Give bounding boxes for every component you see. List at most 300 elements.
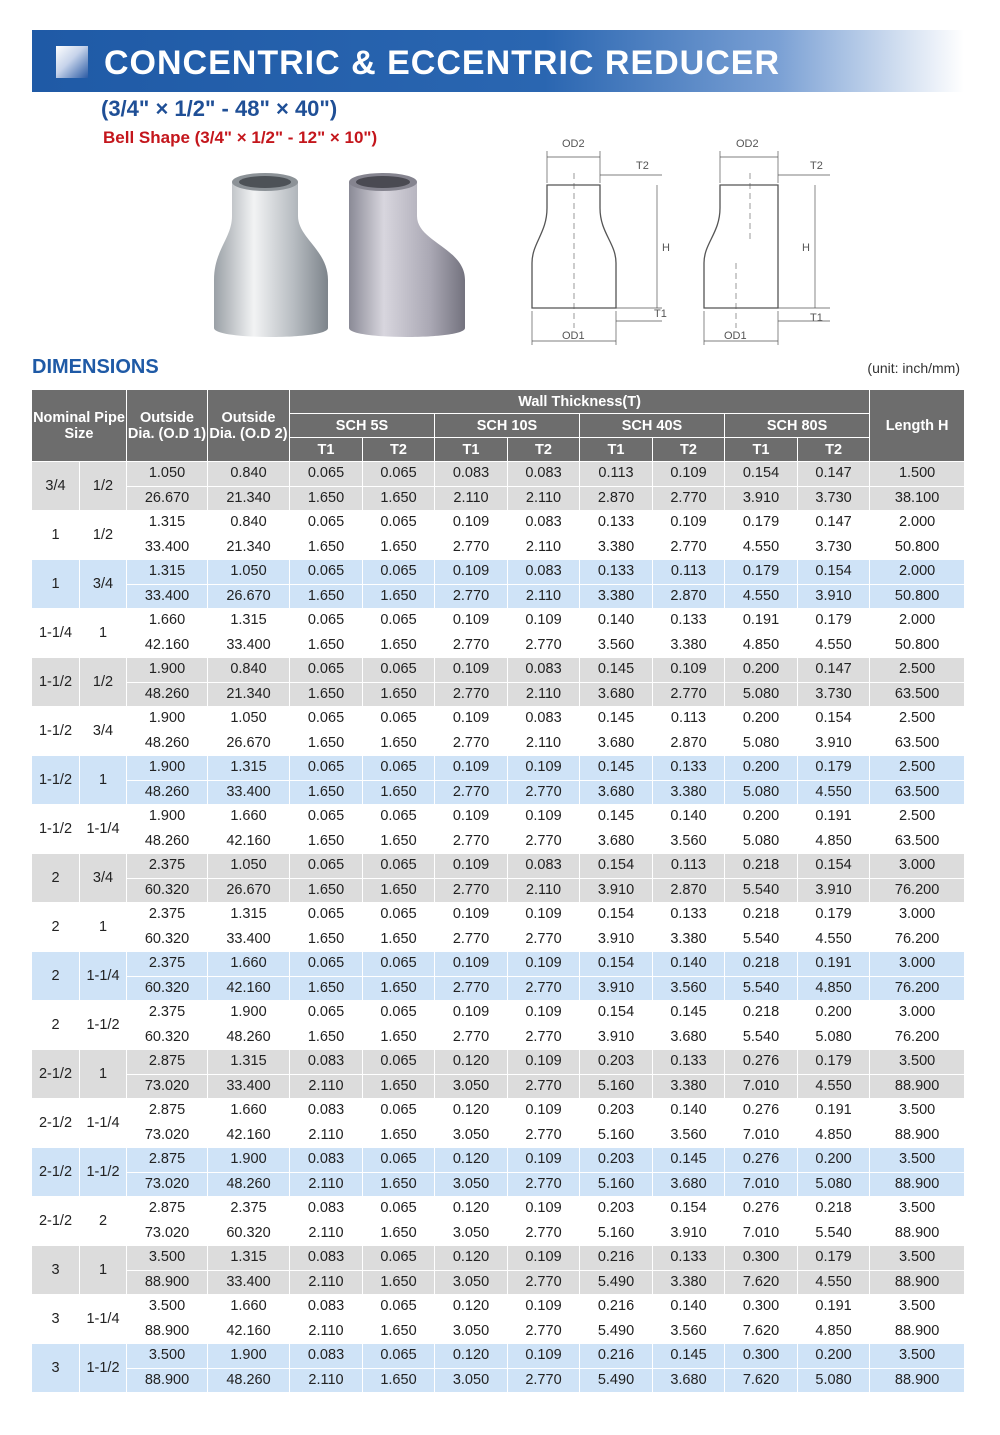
table-row	[32, 1148, 965, 1173]
table-cell: 1.650	[290, 682, 363, 707]
nominal-size-small: 1	[80, 1050, 127, 1099]
table-cell: 0.065	[290, 560, 363, 585]
table-cell: 0.154	[580, 903, 653, 928]
table-cell: 2.770	[435, 1025, 508, 1050]
nominal-size-small: 1-1/4	[80, 805, 127, 854]
table-cell: 3.680	[653, 1172, 725, 1197]
table-cell: 3.560	[653, 976, 725, 1001]
table-cell: 1.650	[363, 1221, 435, 1246]
table-cell: 2.000	[870, 609, 965, 634]
table-row	[32, 1246, 965, 1271]
table-cell: 0.203	[580, 1099, 653, 1124]
table-cell: 0.083	[290, 1246, 363, 1271]
table-cell: 76.200	[870, 927, 965, 952]
table-cell: 0.065	[290, 511, 363, 536]
table-cell: 50.800	[870, 633, 965, 658]
header-t2: T2	[508, 438, 580, 462]
table-cell: 0.083	[290, 1295, 363, 1320]
table-cell: 76.200	[870, 976, 965, 1001]
table-cell: 1.650	[290, 976, 363, 1001]
table-cell: 3.050	[435, 1172, 508, 1197]
table-cell: 0.109	[508, 903, 580, 928]
table-cell: 1.900	[208, 1344, 290, 1369]
table-cell: 0.109	[435, 1001, 508, 1026]
table-cell: 4.850	[798, 1319, 870, 1344]
table-cell: 0.191	[725, 609, 798, 634]
table-cell: 48.260	[127, 829, 208, 854]
table-cell: 0.083	[508, 560, 580, 585]
table-cell: 3.910	[725, 486, 798, 511]
nominal-size-large: 3	[32, 1295, 80, 1344]
table-cell: 0.216	[580, 1295, 653, 1320]
table-cell: 0.065	[363, 903, 435, 928]
table-cell: 0.083	[508, 462, 580, 487]
table-cell: 2.110	[290, 1319, 363, 1344]
table-cell: 0.109	[435, 952, 508, 977]
table-cell: 0.083	[290, 1344, 363, 1369]
table-cell: 0.083	[435, 462, 508, 487]
table-cell: 0.109	[435, 756, 508, 781]
table-cell: 1.650	[290, 878, 363, 903]
table-cell: 0.065	[363, 1197, 435, 1222]
table-cell: 0.203	[580, 1197, 653, 1222]
table-cell: 2.770	[508, 927, 580, 952]
table-cell: 0.065	[363, 1050, 435, 1075]
table-cell: 5.080	[725, 731, 798, 756]
table-cell: 88.900	[127, 1368, 208, 1393]
nominal-size-small: 3/4	[80, 707, 127, 756]
table-row	[32, 1050, 965, 1075]
table-cell: 1.650	[363, 731, 435, 756]
table-cell: 0.276	[725, 1148, 798, 1173]
unit-note: (unit: inch/mm)	[867, 360, 960, 376]
table-cell: 3.560	[580, 633, 653, 658]
table-cell: 3.050	[435, 1270, 508, 1295]
table-cell: 50.800	[870, 535, 965, 560]
table-cell: 2.770	[435, 878, 508, 903]
table-cell: 21.340	[208, 535, 290, 560]
table-cell: 0.109	[508, 952, 580, 977]
table-cell: 3.050	[435, 1319, 508, 1344]
table-cell: 1.650	[363, 535, 435, 560]
table-cell: 1.650	[363, 682, 435, 707]
table-cell: 1.650	[363, 829, 435, 854]
table-cell: 0.109	[508, 1246, 580, 1271]
table-cell: 0.200	[725, 707, 798, 732]
header-sch-5s: SCH 5S	[290, 414, 435, 438]
table-cell: 0.133	[653, 756, 725, 781]
nominal-size-small: 2	[80, 1197, 127, 1246]
table-cell: 0.113	[580, 462, 653, 487]
table-cell: 73.020	[127, 1172, 208, 1197]
table-cell: 0.276	[725, 1050, 798, 1075]
table-cell: 48.260	[127, 780, 208, 805]
table-cell: 0.147	[798, 658, 870, 683]
table-row	[32, 805, 965, 830]
header-sch-40s: SCH 40S	[580, 414, 725, 438]
table-cell: 2.770	[508, 1172, 580, 1197]
table-cell: 5.160	[580, 1172, 653, 1197]
table-cell: 0.191	[798, 952, 870, 977]
table-cell: 2.110	[508, 731, 580, 756]
t1-label: T1	[654, 308, 667, 320]
table-row	[32, 927, 965, 952]
table-cell: 0.065	[363, 756, 435, 781]
table-cell: 3.380	[653, 1074, 725, 1099]
table-cell: 2.770	[653, 486, 725, 511]
table-cell: 42.160	[208, 1319, 290, 1344]
table-cell: 1.050	[127, 462, 208, 487]
table-cell: 1.315	[127, 560, 208, 585]
table-cell: 1.650	[363, 878, 435, 903]
nominal-size-small: 1-1/4	[80, 1295, 127, 1344]
table-cell: 0.840	[208, 658, 290, 683]
dimensions-table	[31, 389, 965, 1393]
table-cell: 1.650	[363, 976, 435, 1001]
table-cell: 2.770	[508, 1074, 580, 1099]
table-cell: 1.650	[363, 584, 435, 609]
table-cell: 7.620	[725, 1368, 798, 1393]
table-cell: 0.840	[208, 462, 290, 487]
table-cell: 0.065	[290, 462, 363, 487]
nominal-size-large: 1-1/2	[32, 658, 80, 707]
table-cell: 3.500	[870, 1295, 965, 1320]
table-cell: 21.340	[208, 682, 290, 707]
table-cell: 0.133	[580, 511, 653, 536]
table-cell: 2.770	[435, 976, 508, 1001]
table-cell: 0.065	[363, 511, 435, 536]
table-cell: 0.109	[435, 805, 508, 830]
table-cell: 0.154	[580, 952, 653, 977]
nominal-size-small: 1-1/2	[80, 1148, 127, 1197]
table-cell: 0.065	[290, 756, 363, 781]
table-row	[32, 1025, 965, 1050]
table-cell: 0.145	[653, 1344, 725, 1369]
table-cell: 0.109	[435, 658, 508, 683]
table-cell: 0.145	[580, 658, 653, 683]
table-row	[32, 952, 965, 977]
table-cell: 2.770	[435, 780, 508, 805]
table-cell: 1.650	[290, 731, 363, 756]
table-cell: 3.380	[653, 780, 725, 805]
table-row	[32, 511, 965, 536]
table-cell: 0.179	[798, 1246, 870, 1271]
table-row	[32, 976, 965, 1001]
table-cell: 0.065	[363, 1001, 435, 1026]
table-cell: 1.900	[127, 707, 208, 732]
nominal-size-small: 1/2	[80, 462, 127, 511]
header-sch-80s: SCH 80S	[725, 414, 870, 438]
table-cell: 48.260	[208, 1172, 290, 1197]
table-cell: 3.380	[653, 633, 725, 658]
table-cell: 0.191	[798, 1295, 870, 1320]
table-cell: 33.400	[208, 927, 290, 952]
table-row	[32, 1099, 965, 1124]
table-cell: 2.110	[290, 1368, 363, 1393]
header-t1: T1	[580, 438, 653, 462]
t2-label: T2	[636, 160, 649, 172]
nominal-size-large: 3	[32, 1344, 80, 1393]
table-cell: 0.109	[508, 1001, 580, 1026]
table-cell: 2.110	[290, 1123, 363, 1148]
table-cell: 0.109	[435, 511, 508, 536]
table-cell: 0.109	[435, 707, 508, 732]
table-cell: 0.109	[508, 1295, 580, 1320]
table-cell: 88.900	[870, 1368, 965, 1393]
table-cell: 0.145	[653, 1148, 725, 1173]
table-cell: 0.145	[653, 1001, 725, 1026]
table-cell: 0.065	[363, 707, 435, 732]
table-cell: 2.875	[127, 1050, 208, 1075]
table-row	[32, 609, 965, 634]
table-cell: 0.113	[653, 560, 725, 585]
table-cell: 0.140	[580, 609, 653, 634]
table-row	[32, 1197, 965, 1222]
table-cell: 2.770	[508, 1123, 580, 1148]
nominal-size-large: 2-1/2	[32, 1050, 80, 1099]
nominal-size-large: 1-1/4	[32, 609, 80, 658]
table-cell: 2.875	[127, 1148, 208, 1173]
header-nominal-pipe-size: Nominal Pipe Size	[32, 390, 127, 462]
table-cell: 0.154	[580, 854, 653, 879]
table-row	[32, 903, 965, 928]
table-cell: 7.010	[725, 1172, 798, 1197]
table-cell: 2.770	[508, 633, 580, 658]
table-cell: 7.010	[725, 1123, 798, 1148]
table-cell: 48.260	[208, 1025, 290, 1050]
table-cell: 50.800	[870, 584, 965, 609]
table-cell: 2.375	[208, 1197, 290, 1222]
table-cell: 0.133	[580, 560, 653, 585]
table-cell: 1.650	[363, 486, 435, 511]
header-t2: T2	[653, 438, 725, 462]
table-cell: 4.550	[798, 1074, 870, 1099]
table-row	[32, 1270, 965, 1295]
nominal-size-small: 1-1/4	[80, 1099, 127, 1148]
nominal-size-small: 3/4	[80, 854, 127, 903]
table-cell: 0.120	[435, 1050, 508, 1075]
table-cell: 0.191	[798, 805, 870, 830]
nominal-size-small: 1	[80, 1246, 127, 1295]
nominal-size-small: 1	[80, 609, 127, 658]
table-row	[32, 1172, 965, 1197]
od2-label: OD2	[562, 138, 585, 150]
table-cell: 0.179	[798, 1050, 870, 1075]
table-cell: 2.770	[508, 1319, 580, 1344]
table-cell: 0.154	[798, 854, 870, 879]
table-cell: 2.110	[290, 1172, 363, 1197]
table-row	[32, 878, 965, 903]
table-cell: 0.109	[508, 805, 580, 830]
table-cell: 0.109	[508, 1148, 580, 1173]
table-row	[32, 854, 965, 879]
table-cell: 1.050	[208, 854, 290, 879]
table-cell: 1.315	[208, 1050, 290, 1075]
table-cell: 88.900	[870, 1074, 965, 1099]
table-cell: 33.400	[208, 1270, 290, 1295]
table-cell: 73.020	[127, 1123, 208, 1148]
table-cell: 0.179	[798, 609, 870, 634]
table-cell: 0.218	[725, 1001, 798, 1026]
table-cell: 2.110	[290, 1221, 363, 1246]
table-cell: 3.050	[435, 1074, 508, 1099]
eccentric-reducer-photo	[345, 168, 475, 348]
table-cell: 0.120	[435, 1295, 508, 1320]
dimensions-table-body	[32, 462, 965, 1393]
table-cell: 0.145	[580, 707, 653, 732]
table-row	[32, 756, 965, 781]
table-cell: 3.000	[870, 1001, 965, 1026]
table-cell: 3.380	[580, 535, 653, 560]
table-cell: 0.216	[580, 1246, 653, 1271]
table-cell: 1.650	[290, 486, 363, 511]
table-cell: 5.540	[798, 1221, 870, 1246]
table-cell: 0.065	[290, 903, 363, 928]
table-cell: 4.550	[798, 633, 870, 658]
table-cell: 5.490	[580, 1319, 653, 1344]
table-cell: 4.550	[798, 927, 870, 952]
table-cell: 0.191	[798, 1099, 870, 1124]
table-cell: 4.850	[798, 1123, 870, 1148]
header-wall-thickness: Wall Thickness(T)	[290, 390, 870, 414]
table-cell: 0.200	[725, 805, 798, 830]
table-cell: 3.680	[580, 829, 653, 854]
table-cell: 0.133	[653, 1246, 725, 1271]
table-cell: 2.500	[870, 658, 965, 683]
table-cell: 2.110	[508, 682, 580, 707]
table-cell: 3.910	[798, 584, 870, 609]
table-cell: 2.375	[127, 854, 208, 879]
header-length-h: Length H	[870, 390, 965, 462]
table-cell: 1.315	[127, 511, 208, 536]
table-cell: 0.109	[508, 609, 580, 634]
table-cell: 0.154	[798, 707, 870, 732]
table-cell: 0.109	[653, 511, 725, 536]
table-cell: 1.650	[290, 927, 363, 952]
table-cell: 1.660	[208, 952, 290, 977]
table-cell: 1.315	[208, 1246, 290, 1271]
table-cell: 2.770	[435, 829, 508, 854]
table-cell: 0.140	[653, 1099, 725, 1124]
table-cell: 0.154	[725, 462, 798, 487]
nominal-size-large: 1-1/2	[32, 805, 80, 854]
table-cell: 0.120	[435, 1099, 508, 1124]
header-t1: T1	[725, 438, 798, 462]
table-cell: 38.100	[870, 486, 965, 511]
table-cell: 88.900	[127, 1270, 208, 1295]
table-cell: 2.770	[435, 535, 508, 560]
table-cell: 0.065	[290, 952, 363, 977]
table-cell: 33.400	[127, 535, 208, 560]
table-cell: 3.910	[798, 731, 870, 756]
concentric-reducer-drawing	[512, 133, 672, 353]
table-cell: 60.320	[127, 976, 208, 1001]
table-cell: 0.145	[580, 756, 653, 781]
table-cell: 5.540	[725, 976, 798, 1001]
table-row	[32, 1074, 965, 1099]
table-cell: 0.065	[363, 1099, 435, 1124]
table-cell: 33.400	[208, 633, 290, 658]
table-cell: 63.500	[870, 682, 965, 707]
table-cell: 0.065	[290, 854, 363, 879]
table-cell: 0.109	[435, 903, 508, 928]
table-cell: 2.770	[435, 682, 508, 707]
table-cell: 0.133	[653, 609, 725, 634]
table-cell: 1.650	[290, 535, 363, 560]
table-cell: 0.133	[653, 1050, 725, 1075]
table-cell: 0.179	[798, 756, 870, 781]
table-cell: 2.770	[435, 731, 508, 756]
table-cell: 5.160	[580, 1123, 653, 1148]
table-cell: 1.650	[363, 1025, 435, 1050]
table-cell: 3.910	[580, 927, 653, 952]
table-row	[32, 584, 965, 609]
table-cell: 0.065	[290, 609, 363, 634]
title-banner	[32, 30, 964, 92]
nominal-size-small: 1/2	[80, 511, 127, 560]
table-cell: 3.730	[798, 535, 870, 560]
bell-shape-range: Bell Shape (3/4" × 1/2" - 12" × 10")	[103, 128, 378, 147]
table-cell: 0.200	[725, 756, 798, 781]
table-cell: 0.276	[725, 1099, 798, 1124]
table-cell: 26.670	[127, 486, 208, 511]
table-row	[32, 633, 965, 658]
table-cell: 1.650	[363, 1172, 435, 1197]
table-cell: 0.083	[508, 511, 580, 536]
table-cell: 60.320	[127, 927, 208, 952]
table-cell: 4.850	[798, 829, 870, 854]
nominal-size-small: 3/4	[80, 560, 127, 609]
table-cell: 3.680	[653, 1025, 725, 1050]
table-cell: 0.133	[653, 903, 725, 928]
table-cell: 1.650	[290, 633, 363, 658]
table-cell: 73.020	[127, 1221, 208, 1246]
table-cell: 1.650	[363, 1368, 435, 1393]
header-t1: T1	[290, 438, 363, 462]
table-cell: 33.400	[127, 584, 208, 609]
od1-label: OD1	[562, 330, 585, 342]
table-cell: 0.083	[290, 1099, 363, 1124]
table-row	[32, 658, 965, 683]
table-row	[32, 682, 965, 707]
table-cell: 3.000	[870, 903, 965, 928]
nominal-size-large: 1-1/2	[32, 707, 80, 756]
concentric-reducer-photo	[210, 168, 340, 348]
table-row	[32, 1319, 965, 1344]
table-cell: 0.145	[580, 805, 653, 830]
table-cell: 0.065	[363, 1295, 435, 1320]
table-cell: 0.276	[725, 1197, 798, 1222]
table-cell: 0.179	[725, 560, 798, 585]
nominal-size-large: 2	[32, 1001, 80, 1050]
table-cell: 7.010	[725, 1221, 798, 1246]
table-cell: 88.900	[870, 1123, 965, 1148]
table-cell: 0.200	[798, 1344, 870, 1369]
table-cell: 0.109	[653, 462, 725, 487]
table-row	[32, 829, 965, 854]
table-cell: 1.650	[290, 584, 363, 609]
table-cell: 76.200	[870, 1025, 965, 1050]
table-cell: 26.670	[208, 878, 290, 903]
table-cell: 2.875	[127, 1197, 208, 1222]
table-cell: 2.870	[653, 878, 725, 903]
table-cell: 3.910	[798, 878, 870, 903]
table-cell: 3.910	[580, 976, 653, 1001]
od1-label: OD1	[724, 330, 747, 342]
table-cell: 5.540	[725, 1025, 798, 1050]
table-cell: 2.770	[653, 682, 725, 707]
table-cell: 2.110	[508, 584, 580, 609]
